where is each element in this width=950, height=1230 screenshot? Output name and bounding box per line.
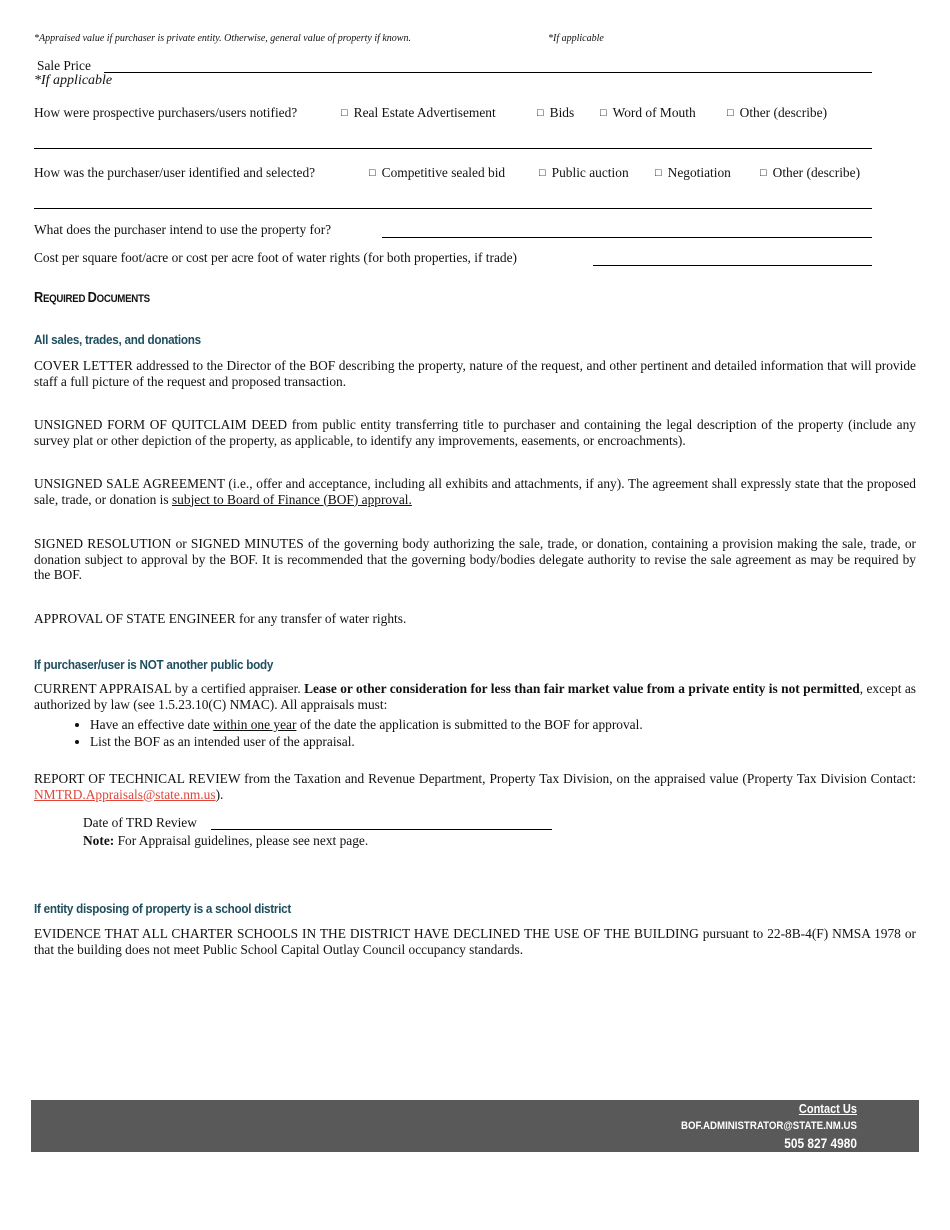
list-item: • List the BOF as an intended user of the appraisal. <box>90 733 916 750</box>
notified-option-advertisement[interactable]: □ Real Estate Advertisement <box>341 105 496 120</box>
contact-phone: 505 827 4980 <box>784 1136 857 1151</box>
notified-option-other[interactable]: □ Other (describe) <box>727 105 828 120</box>
cover-letter-text: COVER LETTER addressed to the Director of the BOF describing the property, nature of the request, and other pertinent and detailed information that will provide staff a full picture of the request and proposed transaction. <box>34 358 916 389</box>
intend-question: What does the purchaser intend to use the property for? <box>34 222 332 237</box>
notified-describe-field[interactable] <box>34 148 872 149</box>
appraised-value-note: *Appraised value if purchaser is private entity. Otherwise, general value of property if known. <box>34 33 411 44</box>
if-applicable-note: *If applicable <box>548 33 604 44</box>
appraisal-text: CURRENT APPRAISAL by a certified appraiser. Lease or other consideration for less than fair market value from a private entity is not permitted, except as authorized by law (see 1.5.23.10(C) NMAC). All appraisals must: <box>34 681 916 712</box>
checkbox-icon[interactable]: □ <box>539 167 546 179</box>
selected-option-sealed-bid[interactable]: □ Competitive sealed bid <box>369 165 506 180</box>
trd-review-label: Date of TRD Review <box>83 815 197 830</box>
sale-price-field[interactable] <box>104 72 872 73</box>
trd-review-date-field[interactable] <box>211 829 552 830</box>
charter-school-evidence-text: EVIDENCE THAT ALL CHARTER SCHOOLS IN THE DISTRICT HAVE DECLINED THE USE OF THE BUILDING pursuant to 22-8B-4(F) NMSA 1978 or that the building does not meet Public School Capital Outlay Council occupancy standards. <box>34 926 916 957</box>
selected-question: How was the purchaser/user identified and selected? <box>34 165 316 180</box>
section-private-title: If purchaser/user is NOT another public body <box>34 657 274 672</box>
trd-email-link[interactable]: NMTRD.Appraisals@state.nm.us <box>34 786 216 802</box>
state-engineer-text: APPROVAL OF STATE ENGINEER for any transfer of water rights. <box>34 611 407 626</box>
checkbox-icon[interactable]: □ <box>369 167 376 179</box>
selected-describe-field[interactable] <box>34 208 872 209</box>
notified-option-bids[interactable]: □ Bids <box>537 105 575 120</box>
appraisal-requirements-list <box>34 716 916 750</box>
section-school-title: If entity disposing of property is a school district <box>34 901 292 916</box>
sale-agreement-text: UNSIGNED SALE AGREEMENT (i.e., offer and acceptance, including all exhibits and attachments, if any). The agreement shall expressly state that the proposed sale, trade, or donation is subject to Board of Finance (BOF) approval. <box>34 476 916 507</box>
required-documents-heading: REQUIRED DOCUMENTS <box>34 290 150 306</box>
appraisal-guidelines-note: Note: For Appraisal guidelines, please see next page. <box>83 833 369 848</box>
contact-email[interactable]: BOF.ADMINISTRATOR@STATE.NM.US <box>681 1120 857 1132</box>
checkbox-icon[interactable]: □ <box>537 107 544 119</box>
checkbox-icon[interactable]: □ <box>655 167 662 179</box>
quitclaim-text: UNSIGNED FORM OF QUITCLAIM DEED from public entity transferring title to purchaser and containing the legal description of the property (include any survey plat or other depiction of the property, as applicable, to identify any improvements, easements, or encroachments). <box>34 417 916 448</box>
section-all-title: All sales, trades, and donations <box>34 332 201 347</box>
cost-question: Cost per square foot/acre or cost per acre foot of water rights (for both properties, if trade) <box>34 250 517 265</box>
notified-option-word-of-mouth[interactable]: □ Word of Mouth <box>600 105 696 120</box>
sale-price-note: *If applicable <box>34 73 113 88</box>
checkbox-icon[interactable]: □ <box>600 107 607 119</box>
selected-option-public-auction[interactable]: □ Public auction <box>539 165 629 180</box>
cost-field[interactable] <box>593 265 872 266</box>
contact-footer <box>31 1100 919 1152</box>
checkbox-icon[interactable]: □ <box>727 107 734 119</box>
checkbox-icon[interactable]: □ <box>341 107 348 119</box>
selected-option-other[interactable]: □ Other (describe) <box>760 165 861 180</box>
contact-us-label: Contact Us <box>798 1102 857 1116</box>
checkbox-icon[interactable]: □ <box>760 167 767 179</box>
sale-price-label: Sale Price <box>37 58 91 73</box>
selected-option-negotiation[interactable]: □ Negotiation <box>655 165 731 180</box>
intend-field[interactable] <box>382 237 872 238</box>
technical-review-text: REPORT OF TECHNICAL REVIEW from the Taxation and Revenue Department, Property Tax Division, on the appraised value (Property Tax Division Contact: NMTRD.Appraisals@state.nm.us). <box>34 771 916 802</box>
notified-question: How were prospective purchasers/users notified? <box>34 105 298 120</box>
list-item: • Have an effective date within one year of the date the application is submitted to the BOF for approval. <box>90 716 916 733</box>
resolution-text: SIGNED RESOLUTION or SIGNED MINUTES of the governing body authorizing the sale, trade, or donation, containing a provision making the sale, trade, or donation subject to approval by the BOF. It is recommended that the governing body/bodies delegate authority to revise the sale agreement as may be required by the BOF. <box>34 536 916 582</box>
bof-approval-underlined: subject to Board of Finance (BOF) approval. <box>171 491 412 507</box>
